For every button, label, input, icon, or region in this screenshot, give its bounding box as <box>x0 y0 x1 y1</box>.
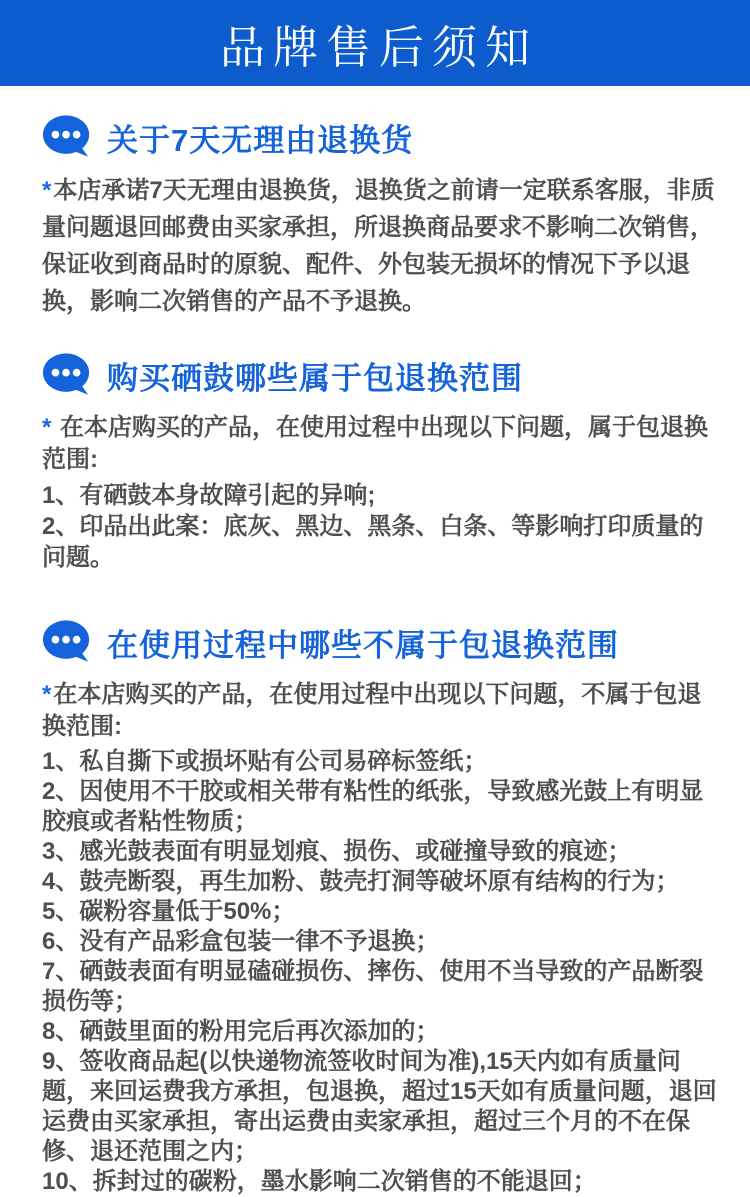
section-7day-return-policy <box>42 112 724 320</box>
section-heading-row <box>42 350 724 400</box>
page-title: 品牌售后须知 <box>219 21 538 73</box>
list-item: 1、有硒鼓本身故障引起的异响; <box>42 482 376 509</box>
note-asterisk: * <box>42 177 52 204</box>
list-item: 4、鼓壳断裂，再生加粉、鼓壳打洞等破坏原有结构的行为； <box>42 868 680 895</box>
list-item: 3、感光鼓表面有明显划痕、损伤、或碰撞导致的痕迹； <box>42 838 632 865</box>
chat-bubble-icon <box>42 114 92 161</box>
chat-bubble-icon <box>42 619 92 666</box>
section-title: 关于7天无理由退换货 <box>107 122 414 158</box>
section-paragraph <box>42 679 724 743</box>
list-item: 10、拆封过的碳粉，墨水影响二次销售的不能退回； <box>42 1168 597 1195</box>
list-item: 9、签收商品起(以快递物流签收时间为准),15天内如有质量问题，来回运费我方承担，包退换，超过15天如有质量问题，退回运费由买家承担，寄出运费由卖家承担，超过三个月的不在保修、退还范围之内； <box>42 1048 717 1165</box>
section-heading-row <box>42 112 724 162</box>
section-item-list <box>42 747 724 1197</box>
list-item: 6、没有产品彩盒包装一律不予退换； <box>42 928 440 955</box>
list-item: 7、硒鼓表面有明显磕碰损伤、摔伤、使用不当导致的产品断裂损伤等； <box>42 958 704 1015</box>
header-banner <box>0 0 750 86</box>
note-asterisk: * <box>42 414 52 441</box>
list-item: 2、印品出此案：底灰、黑边、黑条、白条、等影响打印质量的问题。 <box>42 513 704 571</box>
list-item: 5、碳粉容量低于50%； <box>42 898 296 925</box>
section-paragraph <box>42 412 724 476</box>
list-item: 1、私自撕下或损坏贴有公司易碎标签纸； <box>42 748 488 775</box>
note-asterisk: * <box>42 681 52 708</box>
section-heading-row <box>42 617 724 667</box>
paragraph-text: 本店承诺7天无理由退换货，退换货之前请一定联系客服，非质量问题退回邮费由买家承担，所退换商品要求不影响二次销售，保证收到商品时的原貌、配件、外包装无损坏的情况下予以退换，影响二次销售的产品不予退换。 <box>42 177 715 315</box>
list-item: 2、因使用不干胶或相关带有粘性的纸张，导致感光鼓上有明显胶痕或者粘性物质； <box>42 778 704 835</box>
chat-bubble-icon <box>42 352 92 399</box>
list-item: 8、硒鼓里面的粉用完后再次添加的； <box>42 1018 440 1045</box>
notice-content <box>0 112 750 1197</box>
section-not-covered-return-scope <box>42 617 724 1197</box>
section-covered-return-scope <box>42 350 724 573</box>
section-item-list <box>42 480 724 573</box>
section-paragraph <box>42 172 724 320</box>
section-title: 购买硒鼓哪些属于包退换范围 <box>107 360 523 396</box>
section-title: 在使用过程中哪些不属于包退换范围 <box>107 627 619 663</box>
paragraph-text: 在本店购买的产品，在使用过程中出现以下问题，不属于包退换范围: <box>42 681 702 740</box>
paragraph-text: 在本店购买的产品，在使用过程中出现以下问题，属于包退换范围: <box>42 414 709 473</box>
